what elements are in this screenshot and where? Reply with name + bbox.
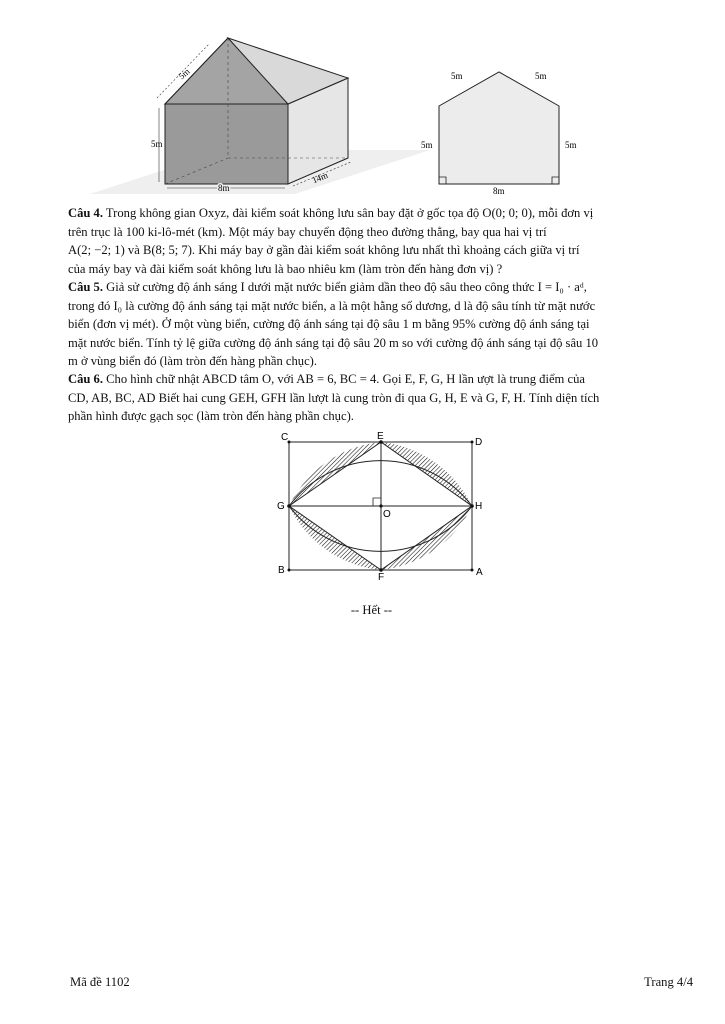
point-C-label: C	[281, 432, 289, 443]
question-6-label: Câu 6.	[68, 372, 103, 386]
question-5-line-1: Giả sử cường độ ánh sáng I dưới mặt nước biển giảm dần theo độ sâu theo công thức I = I₀ · aᵈ,	[103, 280, 587, 294]
page-number: Trang 4/4	[644, 975, 693, 989]
exam-code: Mã đề 1102	[70, 975, 130, 989]
point-E-label: E	[377, 431, 384, 442]
question-6-line-2: CD, AB, BC, AD Biết hai cung GEH, GFH lần lượt là cung tròn đi qua G, H, E và G, F, H. Tính diện tích	[68, 390, 600, 405]
question-4	[68, 204, 685, 278]
point-B-label: B	[278, 565, 285, 576]
question-4-line-1: Trong không gian Oxyz, đài kiểm soát không lưu sân bay đặt ở gốc tọa độ O(0; 0; 0), mỗi đơn vị	[103, 206, 594, 220]
house-wall-label: 5m	[151, 139, 163, 149]
house-front-view-figure	[415, 62, 590, 196]
point-F-label: F	[378, 572, 385, 583]
end-marker: -- Hết --	[350, 603, 393, 617]
question-6	[68, 370, 685, 426]
question-5-line-3: biển (đơn vị mét). Ở một vùng biển, cường độ ánh sáng tại độ sâu 1 m bằng 95% cường độ ánh sáng tại	[68, 317, 590, 332]
point-A-label: A	[476, 567, 483, 578]
question-5	[68, 278, 685, 371]
question-6-line-1: Cho hình chữ nhật ABCD tâm O, với AB = 6, BC = 4. Gọi E, F, G, H lần ượt là trung điểm của	[103, 372, 585, 386]
question-5-line-2: trong đó I₀ là cường độ ánh sáng tại mặt nước biển, a là một hằng số dương, d là độ sâu tính từ mặt nước	[68, 298, 596, 313]
point-D-label: D	[475, 437, 483, 448]
rectangle-arcs-figure	[270, 428, 495, 586]
house-length-label: 8m	[218, 183, 230, 193]
question-4-line-4: của máy bay và đài kiểm soát không lưu là bao nhiêu km (làm tròn đến hàng đơn vị) ?	[68, 261, 503, 276]
question-4-line-3: A(2; −2; 1) và B(8; 5; 7). Khi máy bay ở gần đài kiểm soát không lưu nhất thì khoảng cách giữa vị trí	[68, 243, 580, 258]
house-depth-label: 14m	[310, 169, 330, 186]
house-3d-figure	[85, 28, 430, 198]
front-base-label: 8m	[493, 186, 505, 196]
point-O-label: O	[383, 509, 391, 520]
question-5-label: Câu 5.	[68, 280, 103, 294]
question-4-label: Câu 4.	[68, 206, 103, 220]
question-5-line-5: m ở vùng biển đó (làm tròn đến hàng phần chục).	[68, 354, 318, 369]
front-roof-right-label: 5m	[535, 71, 547, 81]
question-5-line-4: mặt nước biển. Tính tỷ lệ giữa cường độ ánh sáng tại độ sâu 20 m so với cường độ ánh sáng tại độ sâu 10	[68, 335, 599, 350]
front-wall-right-label: 5m	[565, 140, 577, 150]
question-4-line-2: trên trục là 100 ki-lô-mét (km). Một máy bay chuyển động theo đường thẳng, bay qua hai vị trí	[68, 224, 547, 239]
question-6-line-3: phần hình được gạch sọc (làm tròn đến hàng phần chục).	[68, 409, 354, 424]
point-H-label: H	[475, 501, 483, 512]
front-wall-left-label: 5m	[421, 140, 433, 150]
point-G-label: G	[277, 501, 285, 512]
front-roof-left-label: 5m	[451, 71, 463, 81]
house-roof-label: 5m	[176, 66, 192, 82]
